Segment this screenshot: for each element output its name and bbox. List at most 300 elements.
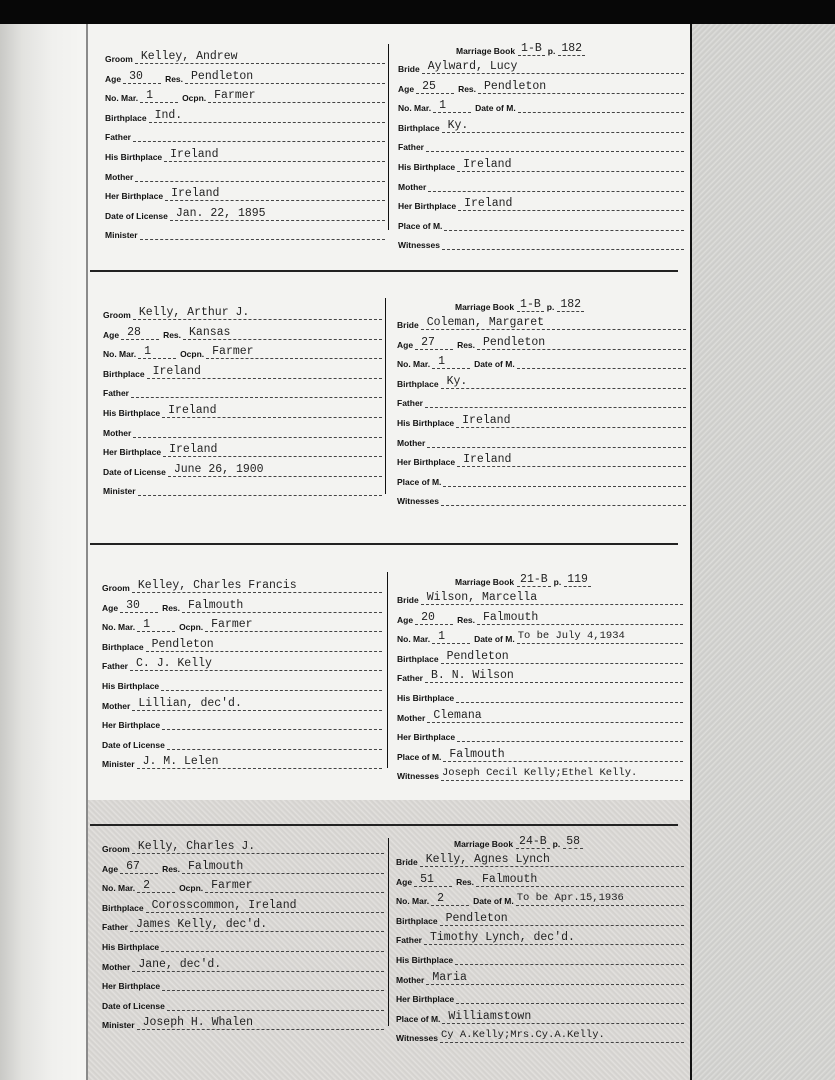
bride-date-of-m [518,99,684,113]
birthplace-label: Birthplace [102,902,144,913]
scan-top-edge [0,0,835,24]
groom-father: James Kelly, dec'd. [130,918,384,932]
bride-no-mar: 1 [433,99,471,113]
groom-her-birthplace: Ireland [165,187,385,201]
bride-his-birthplace [456,689,683,703]
groom-ocpn: Farmer [205,879,384,893]
groom-birthplace: Corosscommon, Ireland [146,899,384,913]
minister-label: Minister [105,230,138,241]
birthplace-label: Birthplace [105,112,147,123]
minister-label: Minister [102,759,135,770]
form-row [103,441,382,457]
form-row [102,714,382,730]
groom-label: Groom [102,583,130,593]
groom-date-of-license: June 26, 1900 [168,463,382,477]
form-row [103,480,382,496]
form-row [397,471,686,487]
bride-witnesses [441,492,686,506]
form-row [397,589,683,605]
birthplace-label: Birthplace [398,122,440,133]
father-label: Father [105,132,131,143]
bride-mother [428,178,684,192]
form-row [397,707,683,723]
date-of-license-label: Date of License [102,739,165,750]
bride-label: Bride [396,857,418,867]
mother-label: Mother [105,171,134,182]
form-row [102,616,382,632]
form-row [102,675,382,691]
age-label: Age [105,73,122,84]
form-row [102,995,384,1011]
age-label: Age [397,614,414,625]
groom-his-birthplace: Ireland [162,404,382,418]
groom-her-birthplace [162,716,382,730]
birthplace-label: Birthplace [103,368,145,379]
bride-witnesses: Cy A.Kelly;Mrs.Cy.A.Kelly. [440,1029,684,1043]
res-label: Res. [458,83,477,94]
form-row [397,353,686,369]
bride-date-of-m [517,355,686,369]
form-row [396,988,684,1004]
birthplace-label: Birthplace [102,641,144,652]
form-row [398,234,684,250]
groom-no-mar: 1 [138,345,176,359]
form-row [396,851,684,867]
form-row [105,205,385,221]
groom-age: 30 [120,599,158,613]
groom-mother [133,424,382,438]
his-birthplace-label: His Birthplace [102,942,160,952]
form-row [396,1008,684,1024]
form-row [397,648,683,664]
form-row [397,628,683,644]
minister-label: Minister [102,1020,135,1031]
groom-res: Falmouth [182,860,384,874]
witnesses-label: Witnesses [397,771,439,782]
form-row [103,382,382,398]
birthplace-label: Birthplace [397,653,439,664]
age-label: Age [102,863,119,874]
form-row [396,871,684,887]
bride-her-birthplace [456,990,684,1004]
date-of-m-label: Date of M. [474,634,515,645]
groom-name: Kelly, Arthur J. [133,306,382,320]
groom-her-birthplace [162,977,384,991]
no-mar-label: No. Mar. [105,93,139,104]
form-row [398,97,684,113]
bride-age: 51 [414,873,452,887]
bride-her-birthplace [457,728,683,742]
father-label: Father [102,661,128,672]
column-separator [388,838,389,1026]
res-label: Res. [163,329,182,340]
groom-her-birthplace: Ireland [163,443,382,457]
form-row [102,936,384,952]
groom-mother [135,168,385,182]
groom-age: 67 [120,860,158,874]
marriage-book-page: 182 [558,42,585,56]
no-mar-label: No. Mar. [398,103,432,114]
form-row [105,185,385,201]
her-birthplace-label: Her Birthplace [102,720,161,731]
form-row [105,87,385,103]
date-of-m-label: Date of M. [473,896,514,907]
father-label: Father [396,935,422,946]
res-label: Res. [457,614,476,625]
form-row [102,1014,384,1030]
bride-name: Aylward, Lucy [422,60,684,74]
form-row [102,655,382,671]
groom-birthplace: Ireland [147,365,382,379]
form-row [102,916,384,932]
bride-res: Pendleton [477,336,686,350]
bride-age: 27 [415,336,453,350]
his-birthplace-label: His Birthplace [397,418,455,428]
res-label: Res. [456,876,475,887]
form-row [103,402,382,418]
age-label: Age [398,83,415,94]
birthplace-label: Birthplace [396,915,438,926]
groom-no-mar: 1 [140,89,178,103]
record-divider [90,543,678,545]
groom-father [133,128,385,142]
bride-birthplace: Ky. [442,119,684,133]
form-row [105,126,385,142]
groom-date-of-license [167,997,384,1011]
bride-place-of-m: Williamstown [442,1010,684,1024]
her-birthplace-label: Her Birthplace [396,994,455,1005]
groom-ocpn: Farmer [206,345,382,359]
marriage-book-page: 182 [557,298,584,312]
form-row [102,975,384,991]
groom-his-birthplace: Ireland [164,148,385,162]
groom-minister: Joseph H. Whalen [137,1016,384,1030]
bride-date-of-m: To be Apr.15,1936 [516,892,684,906]
groom-ocpn: Farmer [208,89,385,103]
bride-mother [427,434,686,448]
mother-label: Mother [103,427,132,438]
form-row [396,929,684,945]
bride-witnesses [442,236,684,250]
father-label: Father [397,673,423,684]
no-mar-label: No. Mar. [103,349,137,360]
record-divider [90,270,678,272]
place-of-m-label: Place of M. [397,476,442,487]
her-birthplace-label: Her Birthplace [102,981,161,992]
form-row [102,597,382,613]
bride-his-birthplace: Ireland [456,414,686,428]
no-mar-label: No. Mar. [396,896,430,907]
form-row [398,58,684,74]
mother-label: Mother [102,700,131,711]
witnesses-label: Witnesses [398,240,440,251]
form-row [102,838,384,854]
groom-his-birthplace [161,938,384,952]
scan-left-margin [0,24,88,1080]
groom-res: Kansas [183,326,382,340]
groom-no-mar: 2 [137,879,175,893]
form-row [397,314,686,330]
bride-birthplace: Pendleton [441,650,683,664]
marriage-book-ref [452,571,591,587]
record-divider [90,824,678,826]
form-row [102,897,384,913]
bride-no-mar: 1 [432,630,470,644]
form-row [103,304,382,320]
place-of-m-label: Place of M. [397,751,442,762]
bride-age: 20 [415,611,453,625]
bride-place-of-m [443,473,686,487]
form-row [105,224,385,240]
bride-father [425,394,686,408]
groom-ocpn: Farmer [205,618,382,632]
form-row [102,577,382,593]
form-row [397,490,686,506]
page-label: p. [546,302,555,312]
form-row [396,949,684,965]
mother-label: Mother [102,961,131,972]
page-label: p. [552,839,561,849]
bride-date-of-m: To be July 4,1934 [517,630,683,644]
form-row [105,68,385,84]
father-label: Father [397,398,423,409]
groom-minister: J. M. Lelen [137,755,382,769]
form-row [398,117,684,133]
marriage-book-ref [453,40,585,56]
form-row [398,176,684,192]
groom-no-mar: 1 [137,618,175,632]
form-row [397,451,686,467]
marriage-book-number: 24-B [516,835,550,849]
age-label: Age [102,602,119,613]
age-label: Age [396,876,413,887]
form-row [397,726,683,742]
bride-label: Bride [397,595,419,605]
groom-birthplace: Ind. [149,109,385,123]
bride-age: 25 [416,80,454,94]
his-birthplace-label: His Birthplace [397,693,455,703]
bride-birthplace: Pendleton [440,912,684,926]
ocpn-label: Ocpn. [179,622,204,633]
date-of-license-label: Date of License [102,1000,165,1011]
place-of-m-label: Place of M. [398,220,443,231]
form-row [396,969,684,985]
form-row [397,334,686,350]
groom-label: Groom [105,54,133,64]
marriage-book-label: Marriage Book [454,839,514,849]
page-label: p. [553,577,562,587]
bride-witnesses: Joseph Cecil Kelly;Ethel Kelly. [441,767,683,781]
form-row [398,136,684,152]
form-row [102,858,384,874]
marriage-book-label: Marriage Book [455,577,515,587]
mother-label: Mother [397,437,426,448]
father-label: Father [102,922,128,933]
form-row [105,166,385,182]
date-of-license-label: Date of License [105,210,168,221]
column-separator [387,572,388,768]
marriage-book-number: 1-B [518,42,545,56]
marriage-book-ref [452,296,584,312]
page-label: p. [547,46,556,56]
her-birthplace-label: Her Birthplace [397,457,456,468]
form-row [396,1027,684,1043]
bride-father: B. N. Wilson [425,669,683,683]
groom-age: 28 [121,326,159,340]
form-row [396,890,684,906]
groom-father: C. J. Kelly [130,657,382,671]
bride-no-mar: 1 [432,355,470,369]
form-row [398,215,684,231]
groom-res: Pendleton [185,70,385,84]
bride-his-birthplace [455,951,684,965]
bride-father [426,138,684,152]
form-row [103,324,382,340]
mother-label: Mother [396,974,425,985]
bride-label: Bride [397,320,419,330]
form-row [103,422,382,438]
bride-no-mar: 2 [431,892,469,906]
bride-name: Kelly, Agnes Lynch [420,853,684,867]
bride-her-birthplace: Ireland [458,197,684,211]
his-birthplace-label: His Birthplace [105,152,163,162]
form-row [397,373,686,389]
no-mar-label: No. Mar. [102,622,136,633]
marriage-book-page: 58 [563,835,583,849]
groom-age: 30 [123,70,161,84]
ocpn-label: Ocpn. [179,883,204,894]
minister-label: Minister [103,486,136,497]
age-label: Age [397,339,414,350]
ocpn-label: Ocpn. [182,93,207,104]
form-row [105,146,385,162]
form-row [102,877,384,893]
bride-res: Falmouth [477,611,683,625]
bride-place-of-m [444,217,684,231]
no-mar-label: No. Mar. [397,634,431,645]
marriage-book-number: 21-B [517,573,551,587]
date-of-m-label: Date of M. [475,103,516,114]
form-row [102,753,382,769]
groom-his-birthplace [161,677,382,691]
groom-date-of-license: Jan. 22, 1895 [170,207,385,221]
witnesses-label: Witnesses [396,1033,438,1044]
column-separator [385,298,386,494]
groom-minister [138,482,382,496]
res-label: Res. [457,339,476,350]
groom-name: Kelley, Charles Francis [132,579,382,593]
form-row [397,746,683,762]
bride-birthplace: Ky. [441,375,686,389]
marriage-book-number: 1-B [517,298,544,312]
date-of-m-label: Date of M. [474,359,515,370]
her-birthplace-label: Her Birthplace [103,447,162,458]
form-row [105,107,385,123]
form-row [396,910,684,926]
bride-label: Bride [398,64,420,74]
groom-mother: Jane, dec'd. [132,958,384,972]
groom-res: Falmouth [182,599,382,613]
form-row [397,412,686,428]
her-birthplace-label: Her Birthplace [397,732,456,743]
groom-label: Groom [103,310,131,320]
date-of-license-label: Date of License [103,466,166,477]
marriage-book-page: 119 [564,573,591,587]
form-row [398,78,684,94]
mother-label: Mother [398,181,427,192]
father-label: Father [398,142,424,153]
birthplace-label: Birthplace [397,378,439,389]
mother-label: Mother [397,712,426,723]
bride-mother: Clemana [427,709,683,723]
res-label: Res. [165,73,184,84]
groom-birthplace: Pendleton [146,638,382,652]
form-row [398,156,684,172]
ocpn-label: Ocpn. [180,349,205,360]
form-row [397,687,683,703]
form-row [397,609,683,625]
place-of-m-label: Place of M. [396,1013,441,1024]
bride-name: Wilson, Marcella [421,591,683,605]
form-row [397,667,683,683]
scan-right-margin [690,24,835,1080]
form-row [397,765,683,781]
form-row [102,636,382,652]
groom-name: Kelley, Andrew [135,50,385,64]
groom-father [131,384,382,398]
his-birthplace-label: His Birthplace [396,955,454,965]
no-mar-label: No. Mar. [102,883,136,894]
groom-mother: Lillian, dec'd. [132,697,382,711]
bride-his-birthplace: Ireland [457,158,684,172]
bride-mother: Maria [426,971,684,985]
form-row [397,432,686,448]
witnesses-label: Witnesses [397,496,439,507]
no-mar-label: No. Mar. [397,359,431,370]
bride-place-of-m: Falmouth [443,748,683,762]
groom-name: Kelly, Charles J. [132,840,384,854]
form-row [397,392,686,408]
his-birthplace-label: His Birthplace [103,408,161,418]
her-birthplace-label: Her Birthplace [398,201,457,212]
bride-name: Coleman, Margaret [421,316,686,330]
form-row [105,48,385,64]
form-row [103,343,382,359]
form-row [102,956,384,972]
bride-res: Falmouth [476,873,684,887]
bride-father: Timothy Lynch, dec'd. [424,931,684,945]
form-row [102,695,382,711]
form-row [103,461,382,477]
bride-res: Pendleton [478,80,684,94]
his-birthplace-label: His Birthplace [398,162,456,172]
his-birthplace-label: His Birthplace [102,681,160,691]
age-label: Age [103,329,120,340]
marriage-book-label: Marriage Book [456,46,516,56]
marriage-book-ref [451,833,583,849]
res-label: Res. [162,863,181,874]
column-separator [388,44,389,230]
form-row [102,734,382,750]
her-birthplace-label: Her Birthplace [105,191,164,202]
groom-date-of-license [167,736,382,750]
groom-label: Groom [102,844,130,854]
groom-minister [140,226,385,240]
bride-her-birthplace: Ireland [457,453,686,467]
form-row [103,363,382,379]
res-label: Res. [162,602,181,613]
marriage-book-label: Marriage Book [455,302,515,312]
